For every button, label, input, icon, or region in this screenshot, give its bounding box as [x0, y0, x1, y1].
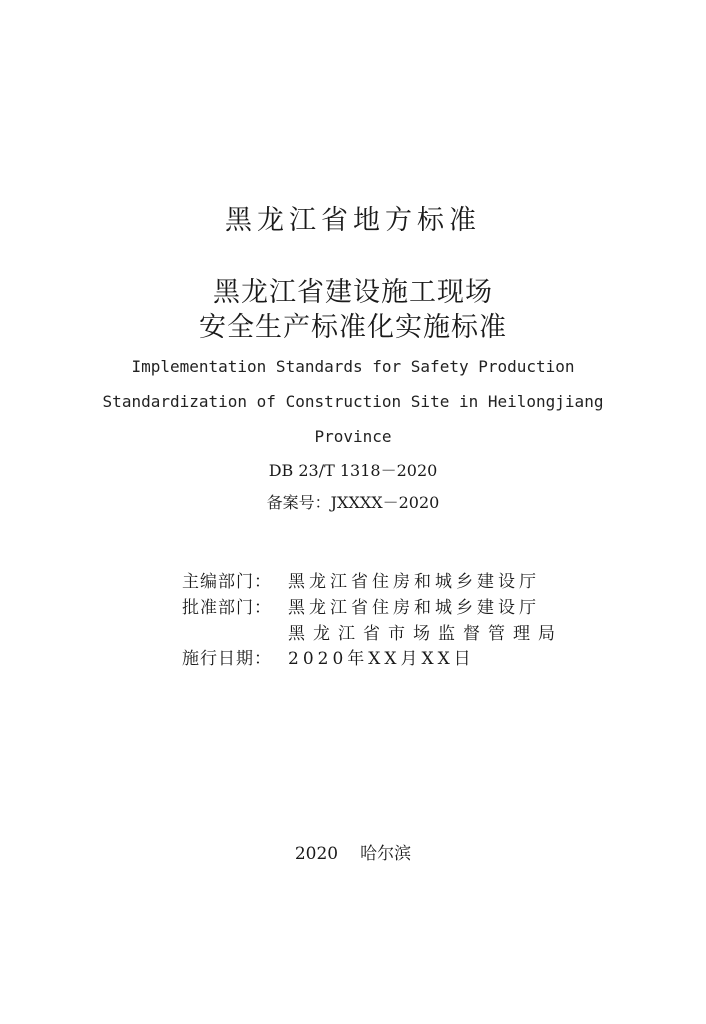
- effective-date-label: 施行日期：: [182, 649, 272, 669]
- editor-value: 黑龙江省住房和城乡建设厅: [288, 572, 540, 592]
- approver-value-2: 黑龙江省市场监督管理局: [288, 624, 563, 644]
- publication-footer: [0, 842, 706, 866]
- publication-year: 2020: [294, 844, 339, 864]
- series-title: 黑龙江省地方标准: [225, 205, 481, 236]
- editor-label: 主编部门：: [182, 572, 272, 592]
- record-number: 备案号：JXXXX－2020: [266, 493, 440, 512]
- standard-title-line-2: 安全生产标准化实施标准: [199, 312, 507, 343]
- english-title-line-3: Province: [314, 427, 392, 446]
- approver-value-1: 黑龙江省住房和城乡建设厅: [288, 598, 540, 618]
- english-title-line-2: Standardization of Construction Site in Heilongjiang: [102, 392, 604, 411]
- english-title-line-1: Implementation Standards for Safety Production: [131, 357, 575, 376]
- publication-city: 哈尔滨: [360, 844, 412, 864]
- standard-title-line-1: 黑龙江省建设施工现场: [213, 277, 493, 308]
- approver-label: 批准部门：: [182, 598, 272, 618]
- effective-date-value: 2020年XX月XX日: [288, 649, 475, 669]
- standard-code: DB 23/T 1318－2020: [268, 461, 438, 480]
